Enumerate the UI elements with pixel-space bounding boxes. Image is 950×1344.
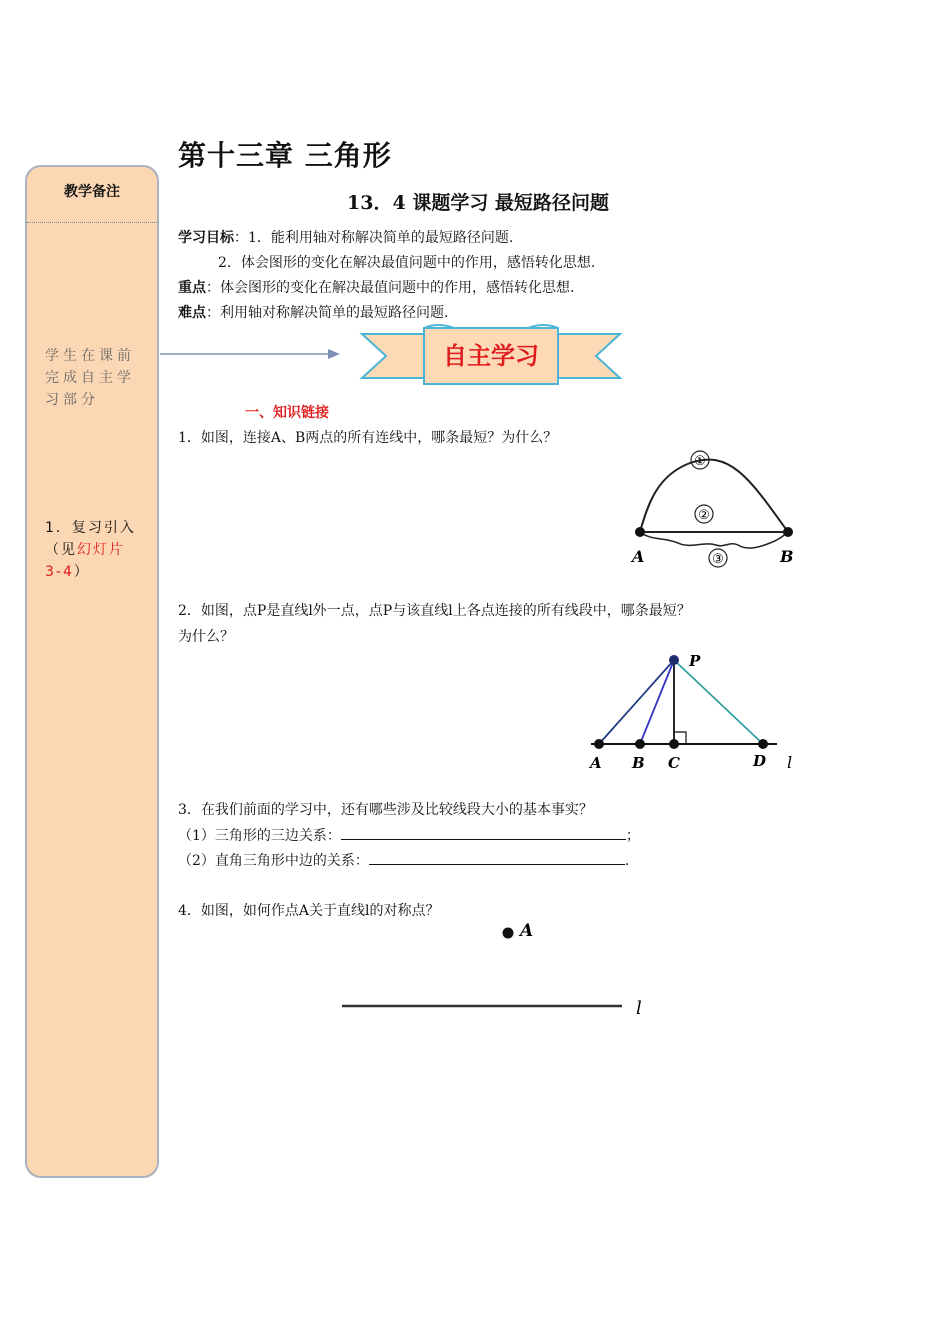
review-highlight: 幻灯片 — [77, 542, 125, 558]
review-title: 1．复习引入 — [45, 520, 136, 536]
question-3: 3．在我们前面的学习中，还有哪些涉及比较线段大小的基本事实？ — [178, 802, 593, 818]
fig4-label-l: l — [636, 998, 642, 1019]
fig2-label-d: D — [753, 752, 767, 770]
difficulty-text: ：利用轴对称解决简单的最短路径问题. — [206, 305, 449, 321]
question-3-sub1 — [178, 825, 640, 847]
sidebar-divider — [27, 222, 157, 223]
fig2-label-c: C — [668, 754, 680, 772]
lesson-title: 13．4 课题学习 最短路径问题 — [347, 192, 609, 214]
objectives-text1: ：1．能利用轴对称解决简单的最短路径问题. — [234, 230, 514, 246]
section-heading-knowledge-link: 一、知识链接 — [245, 405, 329, 421]
question-2-line2: 为什么？ — [178, 629, 234, 645]
question-2-line1: 2．如图，点P是直线l外一点，点P与该直线l上各点连接的所有线段中，哪条最短？ — [178, 603, 691, 619]
answer-blank-1[interactable] — [341, 825, 626, 840]
question-4: 4．如图，如何作点A关于直线l的对称点？ — [178, 903, 440, 919]
answer-blank-2[interactable] — [369, 850, 625, 865]
fig1-path1-label: ① — [694, 454, 706, 469]
difficulty — [178, 302, 448, 324]
review-pages: 3-4 — [45, 564, 74, 580]
key-point-text: ：体会图形的变化在解决最值问题中的作用，感悟转化思想. — [206, 280, 575, 296]
fig2-label-a: A — [590, 754, 602, 772]
fig2-label-p: P — [689, 652, 701, 670]
q3-sub2-text: （2）直角三角形中边的关系： — [178, 853, 369, 869]
q3-sub1-text: （1）三角形的三边关系： — [178, 828, 341, 844]
objectives-line1 — [178, 227, 513, 249]
review-ref — [45, 539, 155, 561]
fig1-label-b: B — [780, 547, 794, 566]
review-prefix: （见 — [45, 542, 77, 558]
figure-1 — [620, 445, 810, 575]
fig1-path2-label: ② — [698, 508, 710, 523]
arrow-to-banner — [158, 346, 343, 362]
objectives-label: 学习目标 — [178, 230, 234, 246]
fig1-path3-label: ③ — [712, 552, 724, 567]
chapter-title: 第十三章 三角形 — [178, 139, 392, 172]
sidebar-header: 教学备注 — [64, 184, 120, 200]
fig4-label-a: A — [520, 921, 534, 941]
objectives-line2: 2．体会图形的变化在解决最值问题中的作用，感悟转化思想. — [218, 255, 596, 271]
difficulty-label: 难点 — [178, 305, 206, 321]
teaching-notes-sidebar — [25, 165, 159, 1178]
figure-2 — [585, 648, 805, 776]
sidebar-note: 学生在课前完成自主学习部分 — [45, 348, 135, 408]
q3-sub1-end: ； — [625, 828, 640, 844]
fig2-label-l: l — [787, 753, 793, 772]
fig2-label-b: B — [632, 754, 645, 772]
fig1-label-a: A — [632, 547, 645, 566]
question-3-sub2 — [178, 850, 629, 872]
q3-sub2-end: . — [624, 853, 630, 869]
figure-4 — [330, 915, 660, 1025]
self-study-banner — [358, 322, 624, 388]
banner-text: 自主学习 — [443, 342, 539, 370]
key-point-label: 重点 — [178, 280, 206, 296]
question-1: 1．如图，连接A、B两点的所有连线中，哪条最短？为什么？ — [178, 430, 558, 446]
review-pages-line — [45, 561, 155, 583]
sidebar-review — [45, 517, 155, 583]
key-point — [178, 277, 574, 299]
review-suffix: ） — [73, 564, 90, 580]
